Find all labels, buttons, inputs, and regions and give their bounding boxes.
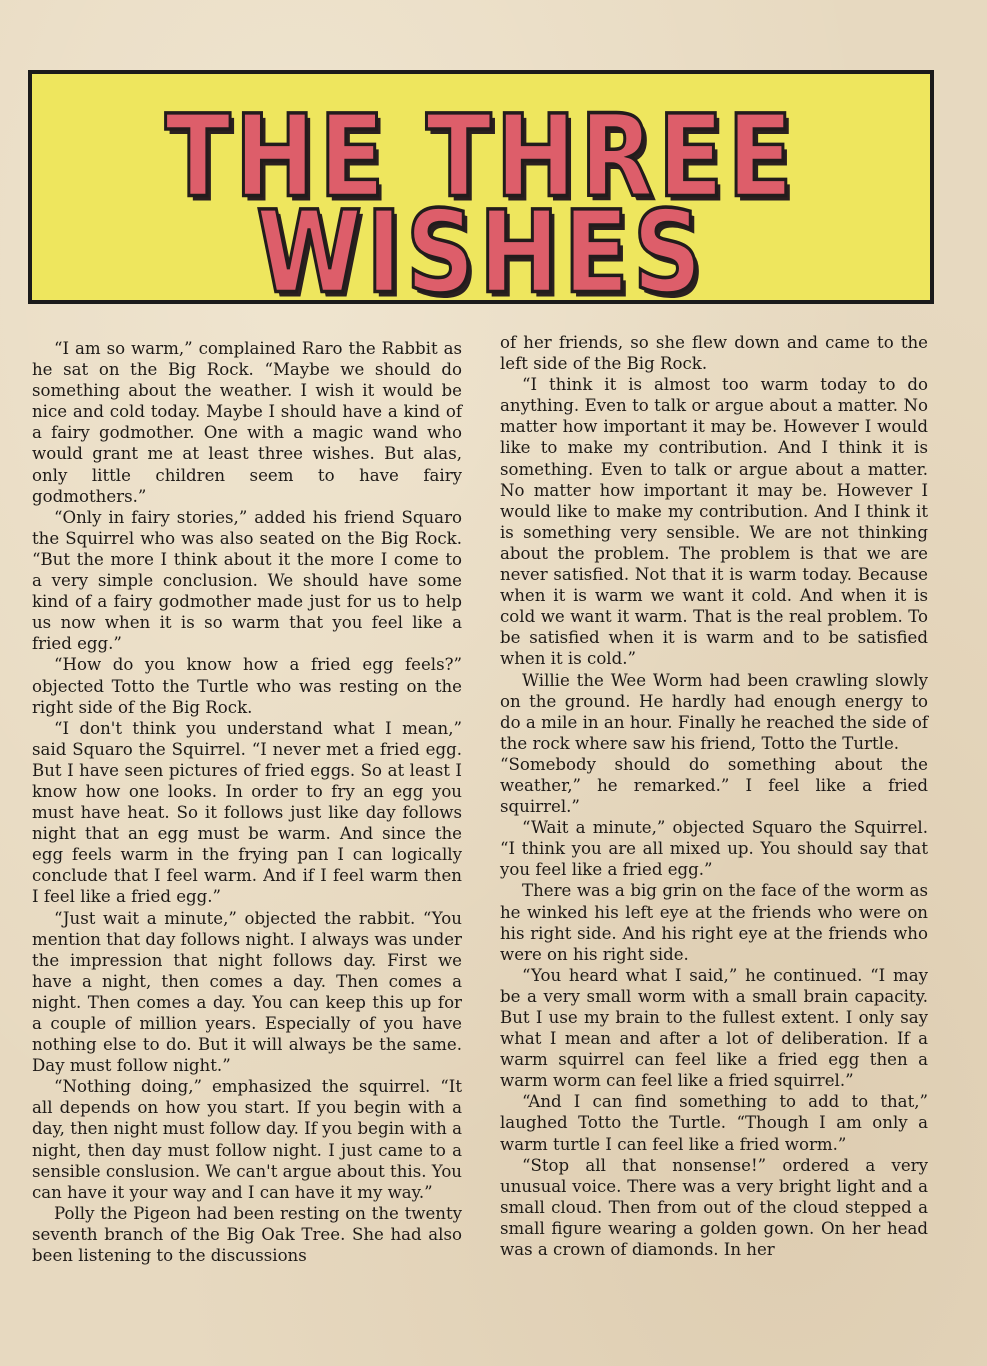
paragraph: “Somebody should do something about the weather,” he remarked.” I feel like a fried squirrel.” (500, 754, 928, 817)
paragraph: “I am so warm,” complained Raro the Rabbit as he sat on the Big Rock. “Maybe we should do something about the weather. I wish it would be nice and cold today. Maybe I should have a kind of a fairy godmother. One with a magic wand who would grant me at least three wishes. But alas, only little children seem to have fairy godmothers.” (32, 339, 462, 506)
paragraph: “You heard what I said,” he continued. “I may be a very small worm with a small brain capacity. But I use my brain to the fullest extent. I only say what I mean and after a lot of deliberation. If a warm squirrel can feel like a fried egg then a warm worm can feel like a fried squirrel.” (500, 965, 928, 1091)
paragraph: “Wait a minute,” objected Squaro the Squirrel. “I think you are all mixed up. You should say that you feel like a fried egg.” (500, 818, 928, 880)
paragraph: of her friends, so she flew down and came to the left side of the Big Rock. (500, 333, 928, 374)
paragraph: “Nothing doing,” emphasized the squirrel. “It all depends on how you start. If you begin with a day, then night must follow day. If you begin with a night, then day must follow night. I just came to a sensible conslusion. We can't argue about this. You can have it your way and I can have it my way.” (32, 1077, 462, 1202)
paragraph: “And I can find something to add to that,” laughed Totto the Turtle. “Though I am only a warm turtle I can feel like a fried worm.” (500, 1092, 928, 1154)
paragraph: “Stop all that nonsense!” ordered a very unusual voice. There was a very bright light and a small cloud. Then from out of the cloud stepped a small figure wearing a golden gown. On her head was a crown of diamonds. In her (500, 1155, 928, 1260)
paragraph: “How do you know how a fried egg feels?” objected Totto the Turtle who was resting on the right side of the Big Rock. (32, 655, 462, 717)
paragraph: “I think it is almost too warm today to do anything. Even to talk or argue about a matter. No matter how important it may be. However I would like to make my contribution. And I think it is something. Even to talk or argue about a matter. No matter how important it may be. However I would like to make my contribution. And I think it is something very sensible. We are not thinking about the problem. The problem is that we are never satisfied. Not that it is warm today. Because when it is warm we want it cold. And when it is cold we want it warm. That is the real problem. To be satisfied when it is warm and to be satisfied when it is cold.” (500, 375, 928, 669)
paragraph: “I don't think you understand what I mean,” said Squaro the Squirrel. “I never met a fried egg. But I have seen pictures of fried eggs. So at least I know how one looks. In order to fry an egg you must have heat. So it follows just like day follows night that an egg must be warm. And since the egg feels warm in the frying pan I can logically conclude that I feel warm. And if I feel warm then I feel like a fried egg.” (32, 718, 462, 907)
story-column-right (500, 332, 928, 1260)
title-banner (28, 70, 934, 319)
title-line-1: THE THREE (165, 90, 797, 223)
paragraph: “Just wait a minute,” objected the rabbit. “You mention that day follows night. I always was under the impression that night follows day. First we have a night, then comes a day. Then comes a night. Then comes a day. You can keep this up for a couple of million years. Especially of you have nothing else to do. But it will always be the same. Day must follow night.” (32, 908, 462, 1076)
paragraph: Willie the Wee Worm had been crawling slowly on the ground. He hardly had enough energy to do a mile in an hour. Finally he reached the side of the rock where saw his friend, Totto the Turtle. (500, 670, 928, 753)
paragraph: There was a big grin on the face of the worm as he winked his left eye at the friends who were on his right side. And his right eye at the friends who were on his right side. (500, 881, 928, 964)
paragraph: Polly the Pigeon had been resting on the twenty seventh branch of the Big Oak Tree. She had also been listening to the discussions (32, 1203, 462, 1266)
story-column-left (32, 338, 462, 1266)
paragraph: “Only in fairy stories,” added his friend Squaro the Squirrel who was also seated on the Big Rock. “But the more I think about it the more I come to a very simple conclusion. We should have some kind of a fairy godmother made just for us to help us now when it is so warm that you feel like a fried egg.” (32, 507, 462, 654)
title-line-2: WISHES (256, 186, 706, 319)
